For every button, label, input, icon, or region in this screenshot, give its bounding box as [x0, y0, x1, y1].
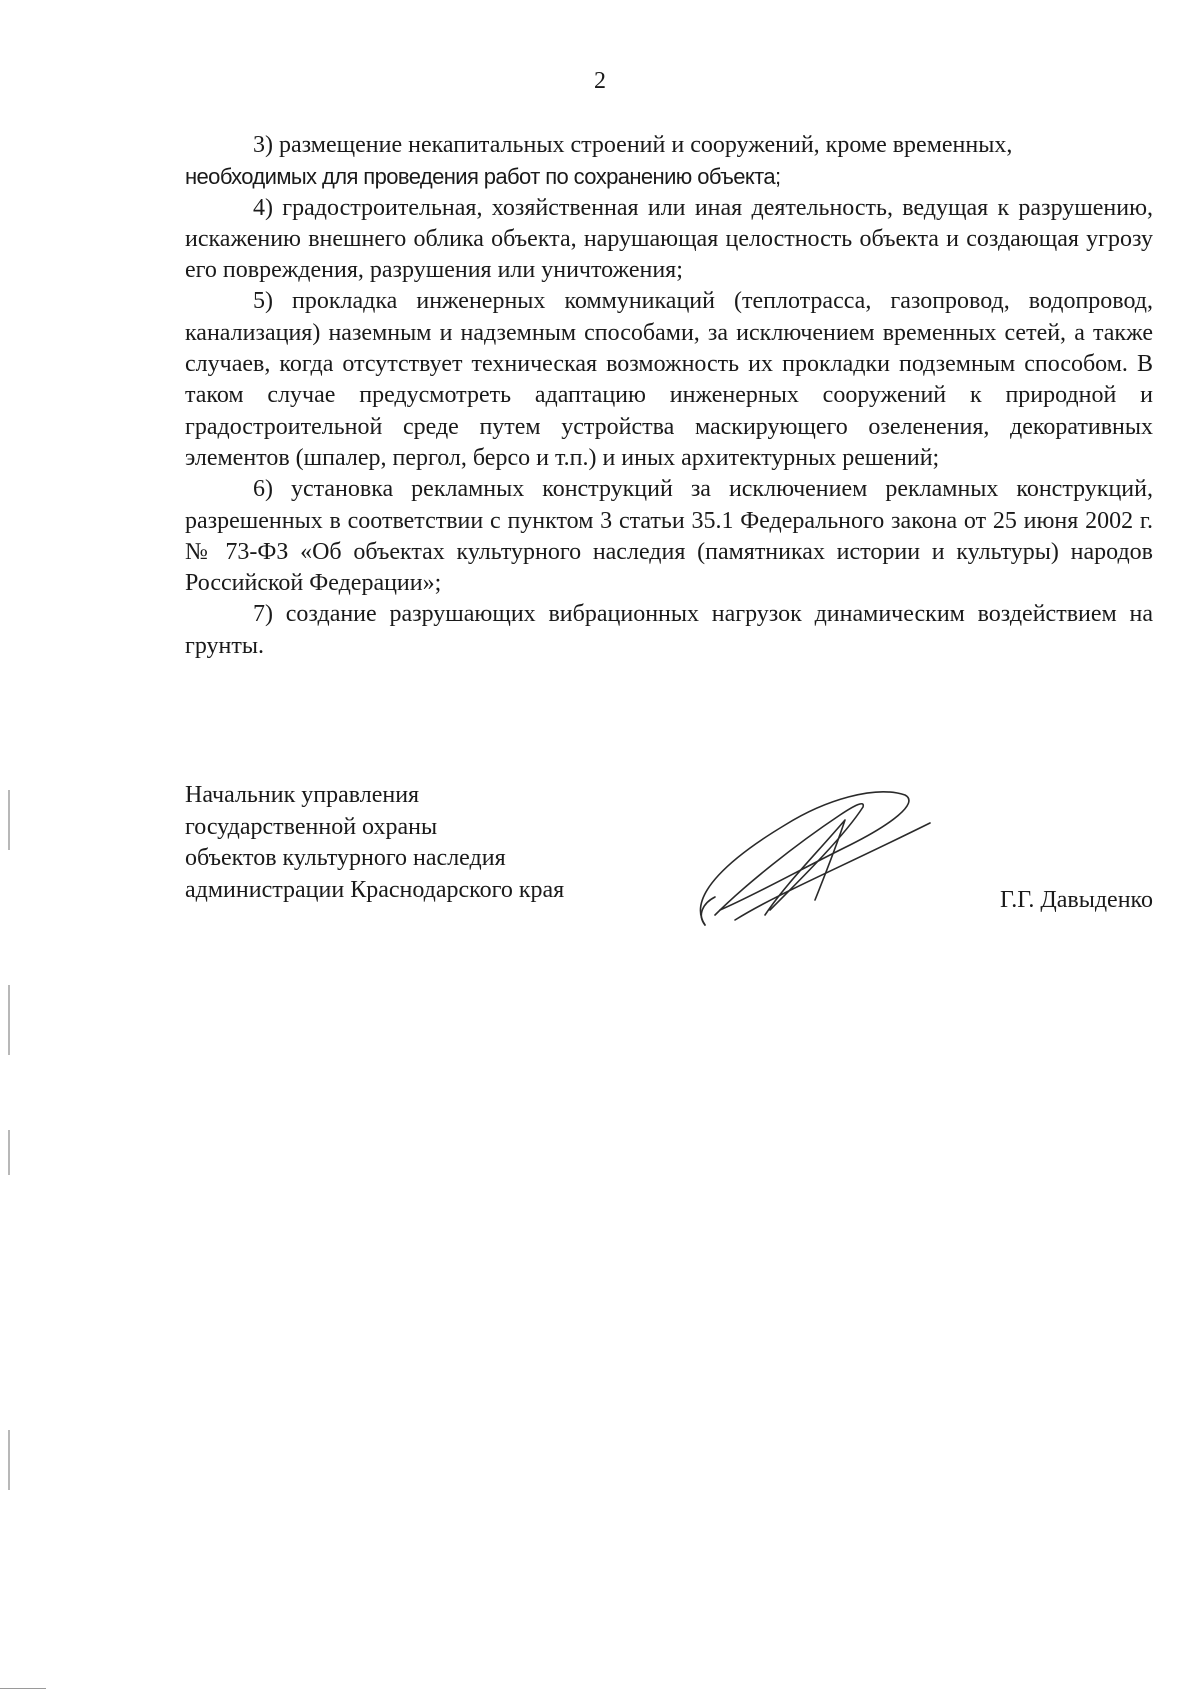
signer-name: Г.Г. Давыденко — [1000, 887, 1153, 913]
signature-block — [185, 780, 1153, 950]
position-line-1: Начальник управления — [185, 782, 420, 808]
item-3-first-line: 3) размещение некапитальных строений и сооружений, кроме временных, — [253, 132, 1013, 158]
signatory-position — [185, 780, 564, 906]
item-7-paragraph: 7) создание разрушающих вибрационных нагрузок динамическим воздействием на грунты. — [185, 601, 1153, 659]
signature-inner-stroke — [715, 804, 863, 915]
scan-edge-mark — [8, 985, 10, 1055]
handwritten-signature — [675, 775, 935, 935]
position-line-4: администрации Краснодарского края — [185, 876, 565, 903]
item-5-paragraph: 5) прокладка инженерных коммуникаций (теплотрасса, газопровод, водопровод, канализация) наземным и надземным способами, за исключением временных сетей, а также случаев, когда отсутствует техническая возможность их прокладки подземным способом. В таком случае предусмотреть адаптацию инженерных сооружений к природной и градостроительной среде путем устройства маскирующего озеленения, декоративных элементов (шпалер, пергол, берсо и т.п.) и иных архитектурных решений; — [185, 288, 1153, 471]
item-3-continuation: необходимых для проведения работ по сохранению объекта; — [185, 164, 781, 190]
page-number: 2 — [594, 68, 606, 94]
scan-edge-mark — [8, 1130, 10, 1175]
item-4-paragraph: 4) градостроительная, хозяйственная или иная деятельность, ведущая к разрушению, искажению внешнего облика объекта, нарушающая целостность объекта и создающая угрозу его повреждения, разрушения или уничтожения; — [185, 194, 1153, 284]
scan-edge-mark — [8, 790, 10, 850]
signature-loop-stroke — [700, 792, 908, 925]
position-line-3: объектов культурного наследия — [185, 845, 506, 871]
document-body — [185, 130, 1153, 662]
scan-edge-mark — [8, 1430, 10, 1490]
position-line-2: государственной охраны — [185, 813, 438, 840]
scan-edge-line — [0, 1688, 46, 1689]
item-6-paragraph: 6) установка рекламных конструкций за исключением рекламных конструкций, разрешенных в соответствии с пунктом 3 статьи 35.1 Федерального закона от 25 июня 2002 г. № 73-ФЗ «Об объектах культурного наследия (памятниках истории и культуры) народов Российской Федерации»; — [185, 476, 1153, 597]
